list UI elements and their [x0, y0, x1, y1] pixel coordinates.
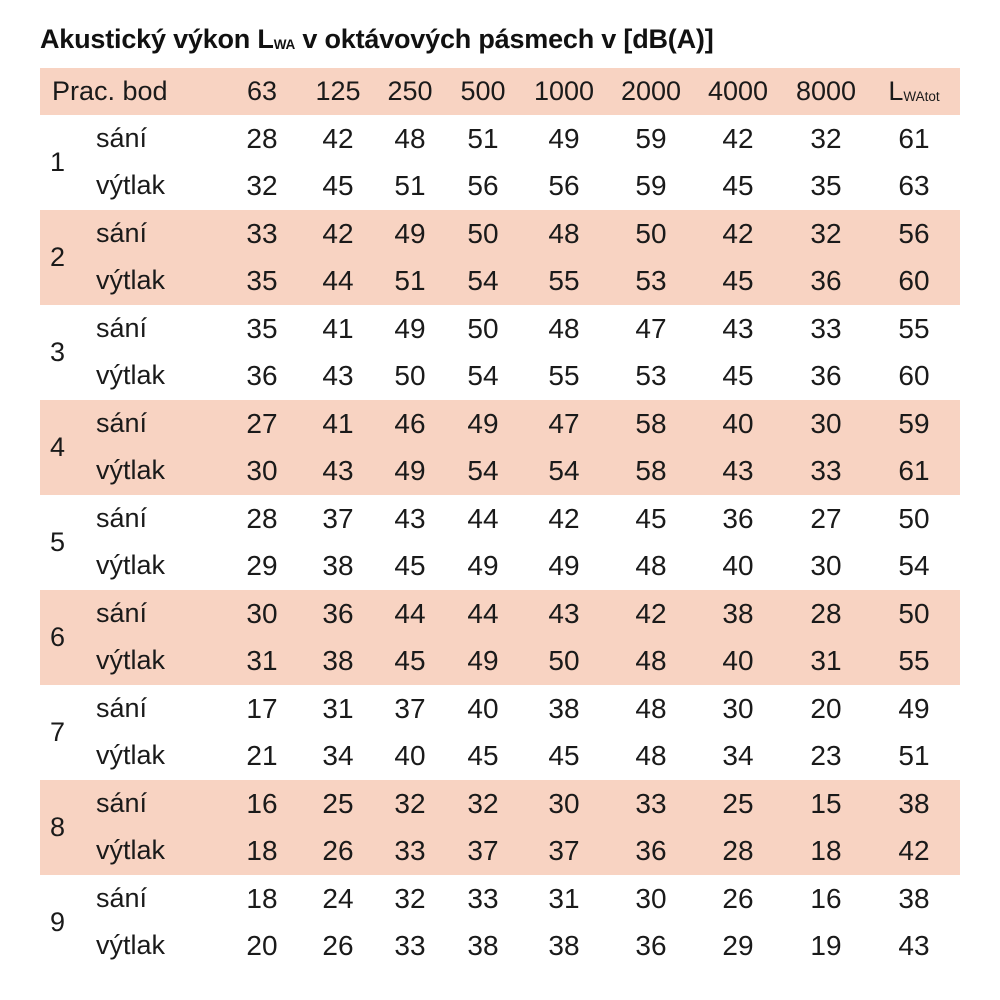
band-value-cell: 44	[394, 598, 426, 629]
band-value-cell: 33	[246, 218, 278, 249]
row-label: výtlak	[96, 835, 166, 865]
row-label: sání	[96, 408, 148, 438]
row-label: výtlak	[96, 455, 166, 485]
row-label: sání	[96, 598, 148, 628]
band-value-cell: 33	[810, 455, 842, 486]
header-band-2000: 2000	[620, 76, 682, 106]
band-value-cell: 42	[322, 218, 354, 249]
header-total-subscript: WAtot	[903, 88, 940, 104]
point-number: 1	[50, 147, 66, 177]
point-number: 7	[50, 717, 66, 747]
band-value-cell: 36	[635, 835, 667, 866]
band-value-cell: 49	[548, 123, 580, 154]
band-value-cell: 37	[322, 503, 354, 534]
band-value-cell: 49	[394, 455, 426, 486]
band-value-cell: 49	[394, 218, 426, 249]
title-subscript: WA	[273, 36, 296, 52]
band-value-cell: 36	[810, 360, 842, 391]
point-number: 2	[50, 242, 66, 272]
band-value-cell: 49	[394, 313, 426, 344]
band-value-cell: 50	[467, 218, 499, 249]
band-value-cell: 43	[722, 455, 754, 486]
band-value-cell: 48	[635, 645, 667, 676]
band-value-cell: 16	[246, 788, 278, 819]
band-value-cell: 24	[322, 883, 354, 914]
band-value-cell: 31	[322, 693, 354, 724]
band-value-cell: 54	[467, 455, 499, 486]
point-group	[40, 590, 960, 685]
band-value-cell: 54	[548, 455, 580, 486]
total-value-cell: 55	[898, 313, 930, 344]
row-label: sání	[96, 693, 148, 723]
header-band-63: 63	[246, 76, 278, 106]
band-value-cell: 48	[635, 693, 667, 724]
band-value-cell: 30	[246, 598, 278, 629]
band-value-cell: 29	[246, 550, 278, 581]
point-group	[40, 875, 960, 970]
band-value-cell: 55	[548, 360, 580, 391]
band-value-cell: 43	[394, 503, 426, 534]
band-value-cell: 17	[246, 693, 278, 724]
band-value-cell: 41	[322, 408, 354, 439]
table-row	[40, 352, 960, 399]
point-group	[40, 400, 960, 495]
table-title	[40, 24, 713, 55]
band-value-cell: 23	[810, 740, 842, 771]
band-value-cell: 50	[394, 360, 426, 391]
band-value-cell: 53	[635, 265, 667, 296]
table-row	[40, 780, 960, 827]
sound-power-table	[40, 68, 960, 970]
band-value-cell: 48	[394, 123, 426, 154]
table-row	[40, 542, 960, 589]
band-value-cell: 54	[467, 360, 499, 391]
total-value-cell: 59	[898, 408, 930, 439]
point-group	[40, 305, 960, 400]
band-value-cell: 40	[722, 550, 754, 581]
band-value-cell: 45	[722, 265, 754, 296]
band-value-cell: 42	[635, 598, 667, 629]
total-value-cell: 51	[898, 740, 930, 771]
band-value-cell: 43	[722, 313, 754, 344]
total-value-cell: 56	[898, 218, 930, 249]
band-value-cell: 28	[722, 835, 754, 866]
band-value-cell: 51	[467, 123, 499, 154]
band-value-cell: 20	[246, 930, 278, 961]
table-row	[40, 400, 960, 447]
point-group	[40, 115, 960, 210]
title-main: Akustický výkon L	[40, 24, 274, 54]
row-label: výtlak	[96, 930, 166, 960]
header-total-main: L	[888, 76, 904, 106]
band-value-cell: 48	[548, 218, 580, 249]
band-value-cell: 28	[246, 123, 278, 154]
band-value-cell: 16	[810, 883, 842, 914]
band-value-cell: 31	[810, 645, 842, 676]
total-value-cell: 54	[898, 550, 930, 581]
band-value-cell: 31	[246, 645, 278, 676]
band-value-cell: 51	[394, 170, 426, 201]
band-value-cell: 25	[722, 788, 754, 819]
band-value-cell: 38	[467, 930, 499, 961]
band-value-cell: 38	[722, 598, 754, 629]
header-band-125: 125	[315, 76, 361, 106]
band-value-cell: 33	[635, 788, 667, 819]
table-row	[40, 447, 960, 494]
band-value-cell: 33	[394, 930, 426, 961]
band-value-cell: 51	[394, 265, 426, 296]
total-value-cell: 42	[898, 835, 930, 866]
row-label: sání	[96, 218, 148, 248]
band-value-cell: 36	[635, 930, 667, 961]
total-value-cell: 49	[898, 693, 930, 724]
band-value-cell: 43	[322, 455, 354, 486]
band-value-cell: 41	[322, 313, 354, 344]
table-row	[40, 162, 960, 209]
band-value-cell: 30	[548, 788, 580, 819]
table-header	[40, 68, 960, 115]
header-band-8000: 8000	[795, 76, 857, 106]
point-group	[40, 685, 960, 780]
row-label: výtlak	[96, 360, 166, 390]
band-value-cell: 31	[548, 883, 580, 914]
table-row	[40, 590, 960, 637]
band-value-cell: 49	[548, 550, 580, 581]
total-value-cell: 50	[898, 598, 930, 629]
point-number: 6	[50, 622, 66, 652]
band-value-cell: 53	[635, 360, 667, 391]
point-number: 5	[50, 527, 66, 557]
band-value-cell: 40	[722, 408, 754, 439]
total-value-cell: 50	[898, 503, 930, 534]
row-label: sání	[96, 503, 148, 533]
total-value-cell: 60	[898, 265, 930, 296]
header-band-4000: 4000	[707, 76, 769, 106]
band-value-cell: 47	[548, 408, 580, 439]
band-value-cell: 30	[246, 455, 278, 486]
point-group	[40, 210, 960, 305]
band-value-cell: 42	[548, 503, 580, 534]
band-value-cell: 37	[548, 835, 580, 866]
row-label: výtlak	[96, 265, 166, 295]
total-value-cell: 60	[898, 360, 930, 391]
band-value-cell: 36	[722, 503, 754, 534]
header-band-1000: 1000	[533, 76, 595, 106]
band-value-cell: 18	[246, 883, 278, 914]
band-value-cell: 42	[322, 123, 354, 154]
band-value-cell: 40	[467, 693, 499, 724]
table-row	[40, 257, 960, 304]
band-value-cell: 56	[548, 170, 580, 201]
band-value-cell: 40	[394, 740, 426, 771]
band-value-cell: 34	[722, 740, 754, 771]
band-value-cell: 44	[467, 598, 499, 629]
total-value-cell: 61	[898, 455, 930, 486]
band-value-cell: 35	[810, 170, 842, 201]
band-value-cell: 28	[246, 503, 278, 534]
band-value-cell: 49	[467, 550, 499, 581]
table-row	[40, 210, 960, 257]
header-point-label: Prac. bod	[52, 76, 168, 106]
band-value-cell: 30	[722, 693, 754, 724]
band-value-cell: 32	[810, 123, 842, 154]
band-value-cell: 43	[322, 360, 354, 391]
band-value-cell: 27	[810, 503, 842, 534]
band-value-cell: 30	[810, 550, 842, 581]
table-row	[40, 115, 960, 162]
band-value-cell: 42	[722, 123, 754, 154]
band-value-cell: 36	[810, 265, 842, 296]
band-value-cell: 45	[722, 170, 754, 201]
band-value-cell: 30	[810, 408, 842, 439]
table-row	[40, 922, 960, 969]
band-value-cell: 32	[394, 883, 426, 914]
band-value-cell: 59	[635, 170, 667, 201]
band-value-cell: 26	[322, 835, 354, 866]
total-value-cell: 55	[898, 645, 930, 676]
band-value-cell: 33	[467, 883, 499, 914]
band-value-cell: 49	[467, 408, 499, 439]
band-value-cell: 45	[322, 170, 354, 201]
table-row	[40, 685, 960, 732]
band-value-cell: 44	[322, 265, 354, 296]
table-body	[40, 115, 960, 970]
band-value-cell: 35	[246, 313, 278, 344]
band-value-cell: 47	[635, 313, 667, 344]
table-row	[40, 875, 960, 922]
band-value-cell: 54	[467, 265, 499, 296]
point-number: 9	[50, 907, 66, 937]
band-value-cell: 38	[548, 693, 580, 724]
band-value-cell: 33	[810, 313, 842, 344]
table-row	[40, 637, 960, 684]
band-value-cell: 18	[246, 835, 278, 866]
band-value-cell: 32	[810, 218, 842, 249]
band-value-cell: 36	[246, 360, 278, 391]
band-value-cell: 49	[467, 645, 499, 676]
band-value-cell: 58	[635, 408, 667, 439]
header-band-500: 500	[460, 76, 506, 106]
band-value-cell: 34	[322, 740, 354, 771]
band-value-cell: 28	[810, 598, 842, 629]
band-value-cell: 58	[635, 455, 667, 486]
band-value-cell: 48	[548, 313, 580, 344]
header-band-250: 250	[387, 76, 433, 106]
point-group	[40, 780, 960, 875]
point-number: 3	[50, 337, 66, 367]
band-value-cell: 32	[394, 788, 426, 819]
band-value-cell: 15	[810, 788, 842, 819]
row-label: sání	[96, 123, 148, 153]
point-group	[40, 495, 960, 590]
band-value-cell: 19	[810, 930, 842, 961]
band-value-cell: 50	[548, 645, 580, 676]
band-value-cell: 45	[722, 360, 754, 391]
total-value-cell: 61	[898, 123, 930, 154]
band-value-cell: 50	[635, 218, 667, 249]
band-value-cell: 30	[635, 883, 667, 914]
band-value-cell: 18	[810, 835, 842, 866]
title-rest: v oktávových pásmech v [dB(A)]	[295, 24, 714, 54]
band-value-cell: 45	[394, 550, 426, 581]
band-value-cell: 37	[467, 835, 499, 866]
band-value-cell: 45	[548, 740, 580, 771]
band-value-cell: 48	[635, 740, 667, 771]
row-label: výtlak	[96, 170, 166, 200]
point-number: 8	[50, 812, 66, 842]
band-value-cell: 44	[467, 503, 499, 534]
total-value-cell: 63	[898, 170, 930, 201]
header-total	[869, 68, 959, 115]
band-value-cell: 38	[548, 930, 580, 961]
total-value-cell: 38	[898, 883, 930, 914]
band-value-cell: 45	[394, 645, 426, 676]
band-value-cell: 35	[246, 265, 278, 296]
band-value-cell: 33	[394, 835, 426, 866]
row-label: výtlak	[96, 740, 166, 770]
row-label: výtlak	[96, 645, 166, 675]
band-value-cell: 27	[246, 408, 278, 439]
table-row	[40, 732, 960, 779]
total-value-cell: 43	[898, 930, 930, 961]
table-row	[40, 827, 960, 874]
band-value-cell: 32	[467, 788, 499, 819]
band-value-cell: 45	[467, 740, 499, 771]
row-label: sání	[96, 313, 148, 343]
band-value-cell: 38	[322, 645, 354, 676]
band-value-cell: 37	[394, 693, 426, 724]
band-value-cell: 45	[635, 503, 667, 534]
band-value-cell: 32	[246, 170, 278, 201]
band-value-cell: 38	[322, 550, 354, 581]
band-value-cell: 40	[722, 645, 754, 676]
band-value-cell: 25	[322, 788, 354, 819]
point-number: 4	[50, 432, 66, 462]
table-row	[40, 495, 960, 542]
band-value-cell: 26	[322, 930, 354, 961]
row-label: sání	[96, 788, 148, 818]
band-value-cell: 20	[810, 693, 842, 724]
band-value-cell: 43	[548, 598, 580, 629]
band-value-cell: 48	[635, 550, 667, 581]
band-value-cell: 55	[548, 265, 580, 296]
band-value-cell: 46	[394, 408, 426, 439]
band-value-cell: 50	[467, 313, 499, 344]
row-label: výtlak	[96, 550, 166, 580]
band-value-cell: 59	[635, 123, 667, 154]
band-value-cell: 21	[246, 740, 278, 771]
band-value-cell: 36	[322, 598, 354, 629]
band-value-cell: 26	[722, 883, 754, 914]
table-row	[40, 305, 960, 352]
total-value-cell: 38	[898, 788, 930, 819]
band-value-cell: 42	[722, 218, 754, 249]
band-value-cell: 56	[467, 170, 499, 201]
row-label: sání	[96, 883, 148, 913]
band-value-cell: 29	[722, 930, 754, 961]
